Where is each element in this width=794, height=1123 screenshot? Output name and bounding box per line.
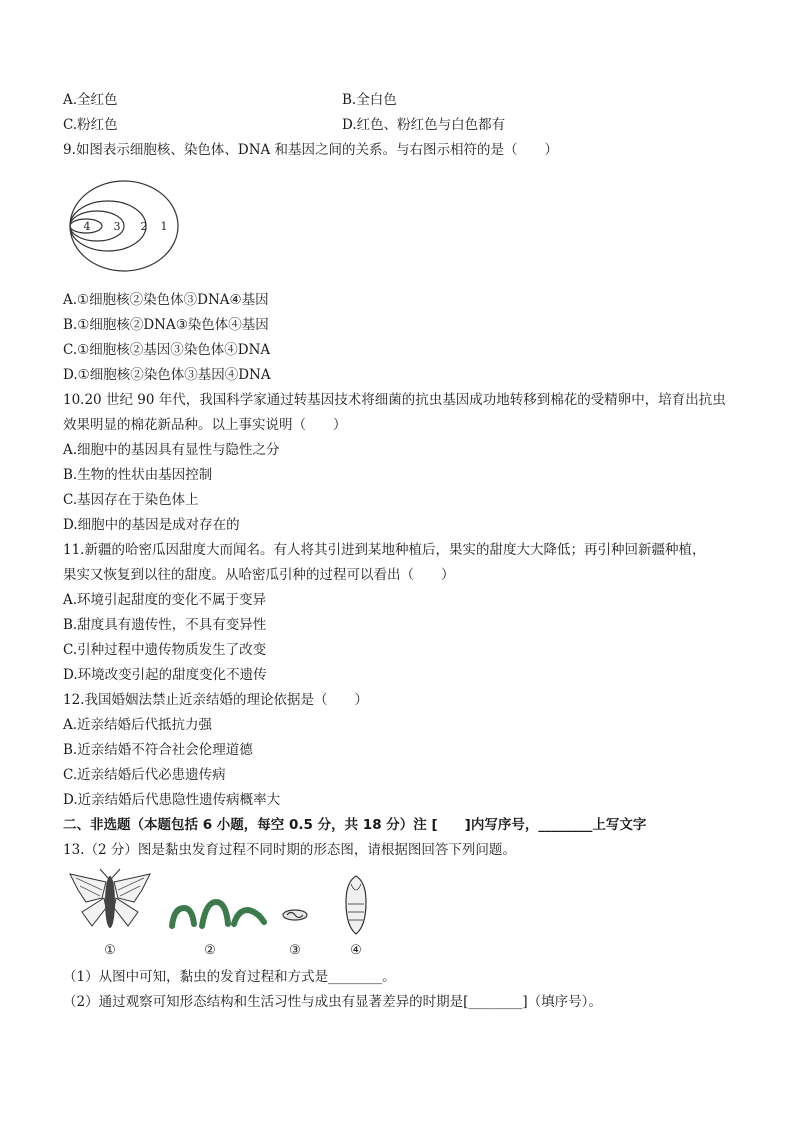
q12-option-b: B.近亲结婚不符合社会伦理道德 (63, 742, 253, 758)
q9-option-c: C.①细胞核②基因③染色体④DNA (63, 342, 271, 358)
stage-label-1: ① (104, 943, 116, 958)
q11-option-a: A.环境引起甜度的变化不属于变异 (63, 592, 267, 608)
q11-option-c: C.引种过程中遗传物质发生了改变 (63, 642, 267, 658)
q12-stem: 12.我国婚姻法禁止近亲结婚的理论依据是（ ） (63, 692, 368, 708)
q9-option-d: D.①细胞核②染色体③基因④DNA (63, 367, 271, 383)
q11-option-b: B.甜度具有遗传性，不具有变异性 (63, 617, 267, 633)
diagram-label-4: 4 (83, 220, 91, 233)
q12-option-c: C.近亲结婚后代必患遗传病 (63, 767, 226, 783)
q11-option-d: D.环境改变引起的甜度变化不遗传 (63, 667, 267, 683)
q8-option-d: D.红色、粉红色与白色都有 (342, 117, 506, 133)
q9-nested-ellipses-diagram (64, 176, 184, 276)
q8-option-a: A.全红色 (63, 92, 118, 108)
stage-label-4: ④ (350, 943, 362, 958)
q13-armyworm-stages-figure (62, 868, 382, 960)
q11-stem-line2: 果实又恢复到以往的甜度。从哈密瓜引种的过程可以看出（ ） (63, 567, 455, 583)
q12-option-d: D.近亲结婚后代患隐性遗传病概率大 (63, 792, 281, 808)
q10-stem-line2: 效果明显的棉花新品种。以上事实说明（ ） (63, 417, 347, 433)
larva-icon (172, 902, 264, 926)
q8-option-c: C.粉红色 (63, 117, 118, 133)
q13-sub2: （2）通过观察可知形态结构和生活习性与成虫有显著差异的时期是[________]（填序号）。 (63, 994, 602, 1010)
diagram-label-1: 1 (160, 220, 168, 233)
q9-option-a: A.①细胞核②染色体③DNA④基因 (63, 292, 269, 308)
adult-moth-icon (70, 869, 150, 928)
q10-option-d: D.细胞中的基因是成对存在的 (63, 517, 240, 533)
q10-option-c: C.基因存在于染色体上 (63, 492, 199, 508)
diagram-label-3: 3 (113, 220, 121, 233)
q13-stem: 13.（2 分）图是黏虫发育过程不同时期的形态图，请根据图回答下列问题。 (63, 842, 516, 858)
q9-stem: 9.如图表示细胞核、染色体、DNA 和基因之间的关系。与右图示相符的是（ ） (63, 142, 559, 158)
diagram-label-2: 2 (140, 220, 148, 233)
stage-label-3: ③ (289, 943, 301, 958)
q10-stem-line1: 10.20 世纪 90 年代，我国科学家通过转基因技术将细菌的抗虫基因成功地转移到棉花的受精卵中，培育出抗虫 (63, 392, 726, 408)
stage-label-2: ② (204, 943, 216, 958)
q11-stem-line1: 11.新疆的哈密瓜因甜度大而闻名。有人将其引进到某地种植后，果实的甜度大大降低；再引种回新疆种植， (63, 542, 706, 558)
pupa-icon (346, 876, 366, 934)
q12-option-a: A.近亲结婚后代抵抗力强 (63, 717, 213, 733)
q10-option-b: B.生物的性状由基因控制 (63, 467, 213, 483)
q8-option-b: B.全白色 (342, 92, 397, 108)
ellipse-2 (70, 201, 146, 251)
q9-option-b: B.①细胞核②DNA③染色体④基因 (63, 317, 269, 333)
q13-sub1: （1）从图中可知，黏虫的发育过程和方式是________。 (63, 969, 396, 985)
egg-cluster-icon (283, 910, 307, 920)
q10-option-a: A.细胞中的基因具有显性与隐性之分 (63, 442, 280, 458)
section-heading: 二、非选题（本题包括 6 小题，每空 0.5 分，共 18 分）注 [ ]内写序号，________上写文字 (63, 817, 647, 833)
